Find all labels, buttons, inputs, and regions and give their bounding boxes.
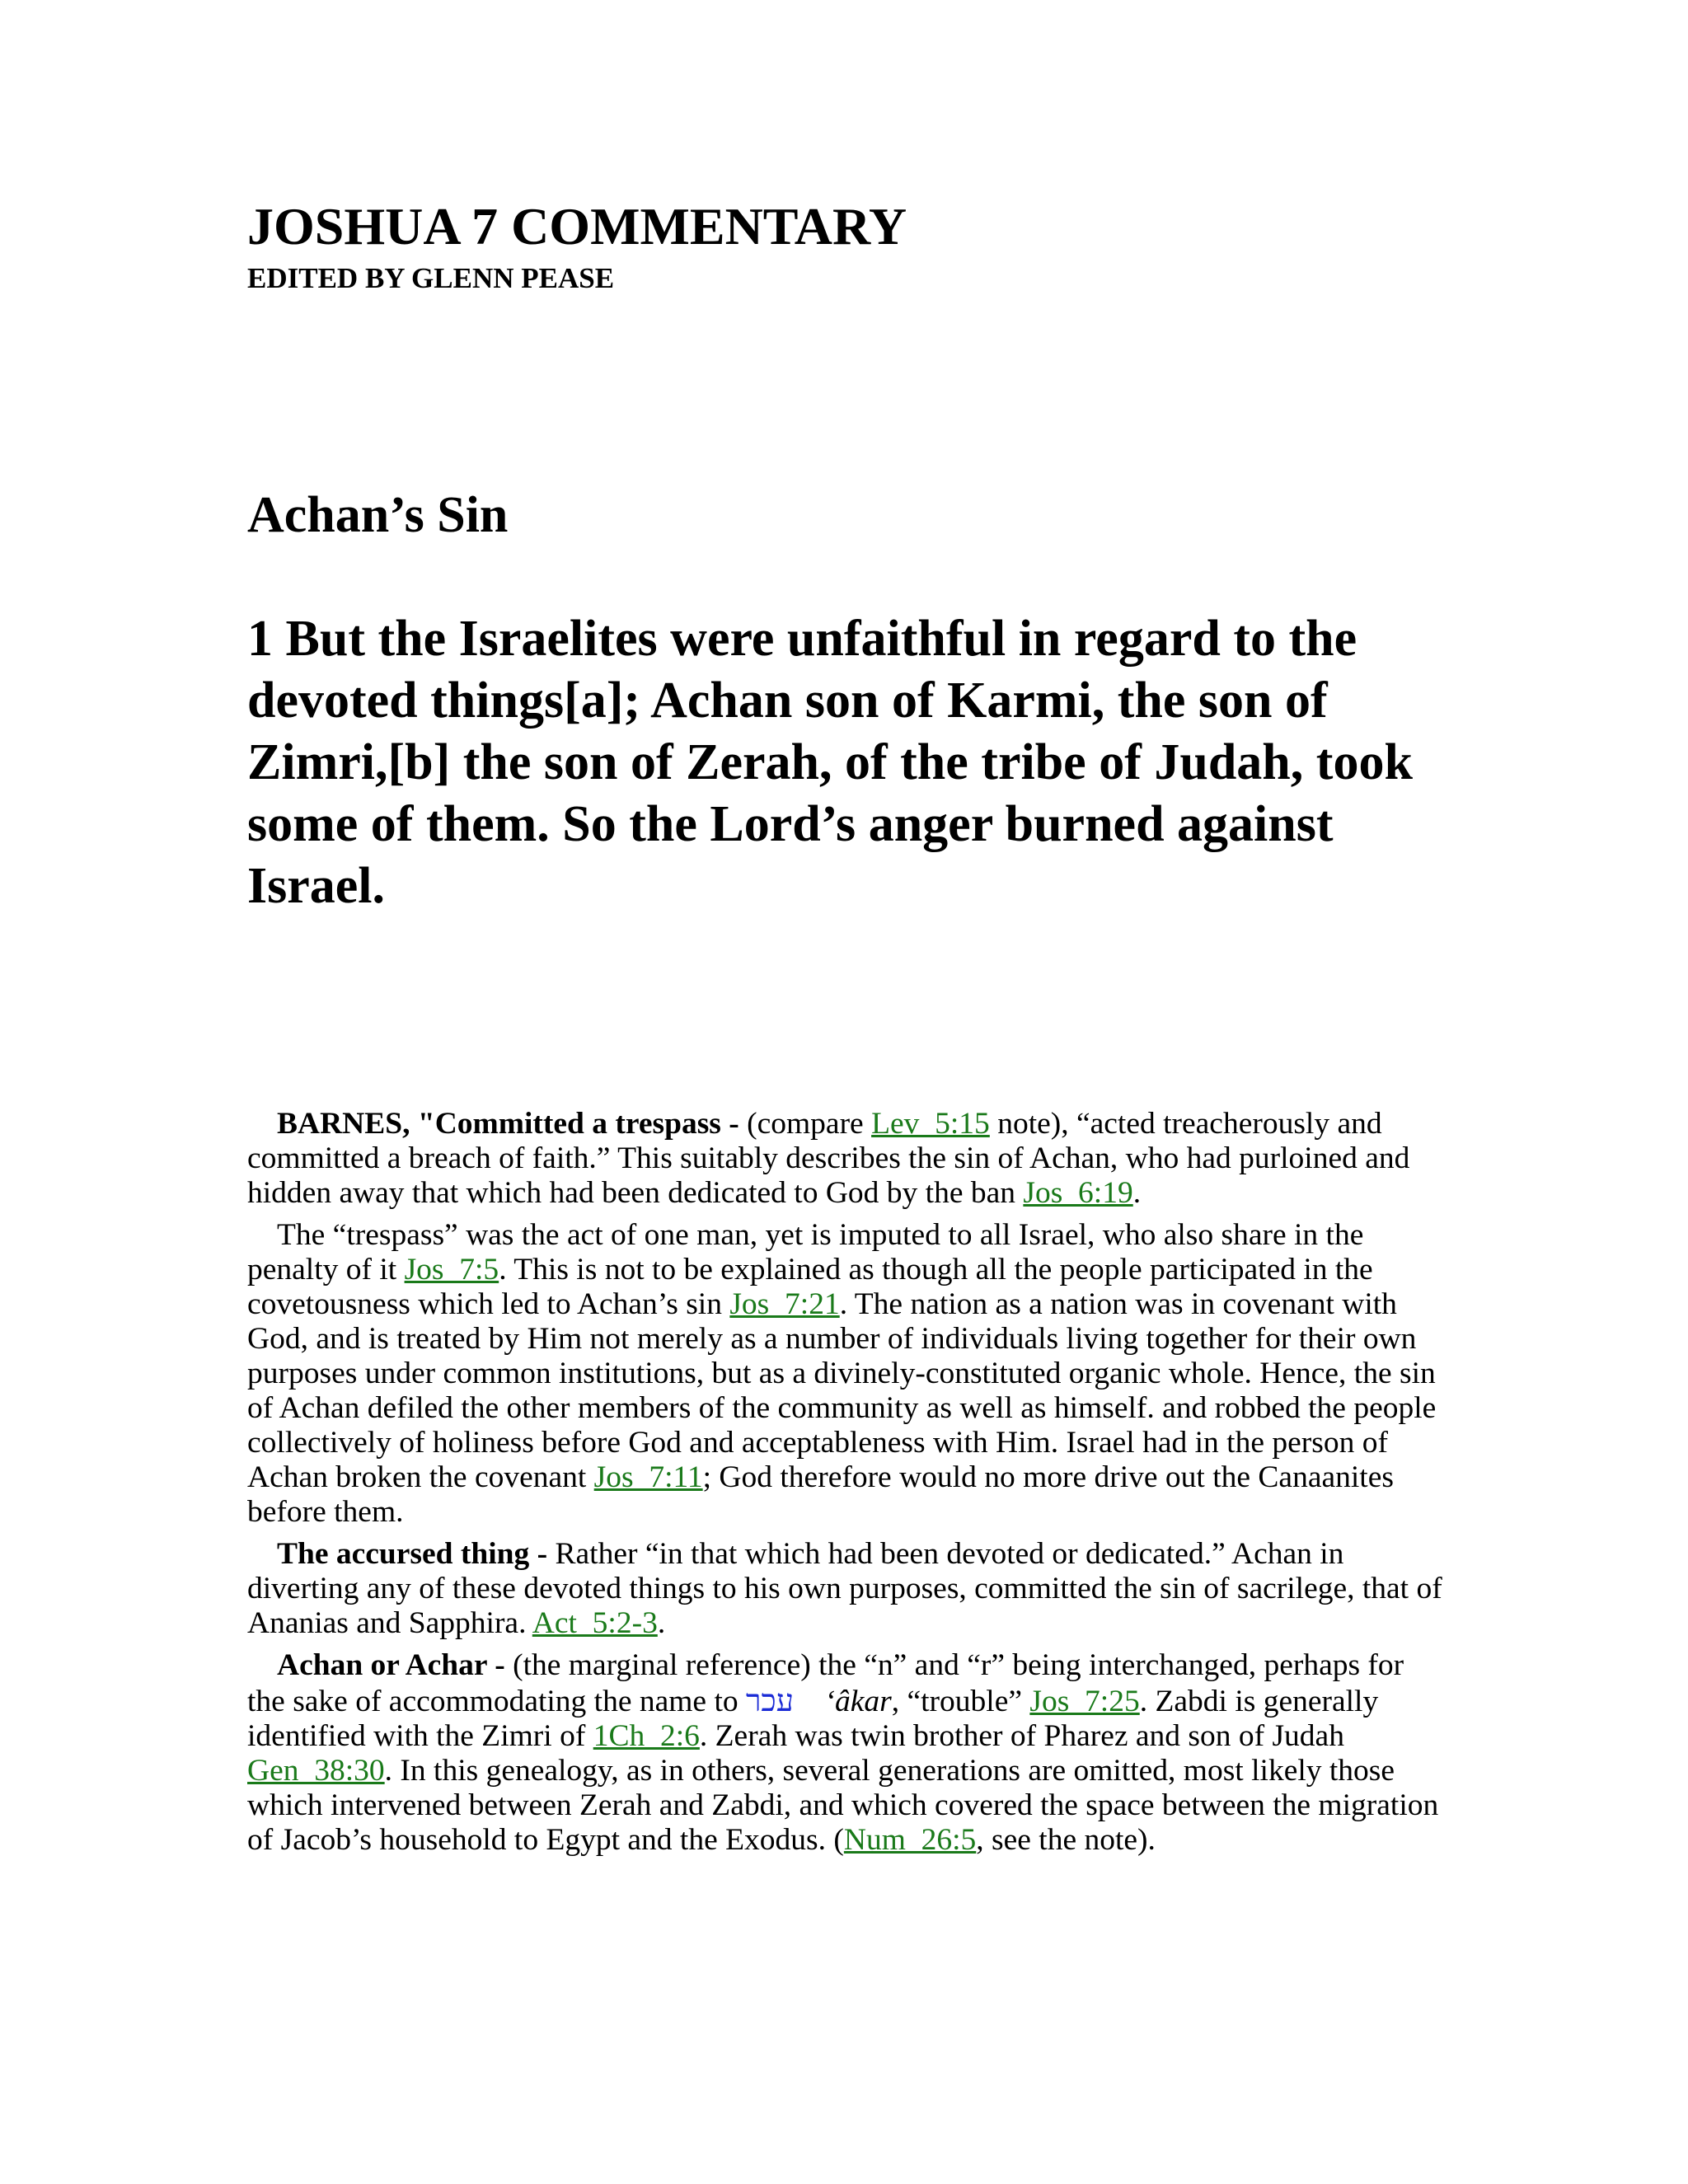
paragraph-text: . Zabdi is generally identified with the Zimri of: [247, 1685, 1379, 1753]
paragraph-text: (compare: [738, 1107, 872, 1141]
paragraph-text: . Zerah was twin brother of Pharez and son of Judah: [699, 1719, 1344, 1753]
scripture-link[interactable]: Act_5:2-3: [532, 1606, 658, 1640]
paragraph-text: note), “acted treacherously and committed a breach of faith.” This suitably describes the sin of Achan, who had purloined and hidden away that which had been dedicated to God by the ban: [247, 1107, 1410, 1210]
scripture-link[interactable]: Lev_5:15: [871, 1107, 990, 1141]
scripture-link[interactable]: Jos_7:25: [1029, 1685, 1140, 1718]
scripture-link[interactable]: Jos_7:11: [593, 1460, 703, 1494]
verse-text: 1 But the Israelites were unfaithful in regard to the devoted things[a]; Achan son of Karmi, the son of Zimri,[b] the son of Zerah, of the tribe of Judah, took some of them. So the Lord’s anger burned against Israel.: [247, 611, 1413, 914]
paragraph-text: , “trouble”: [891, 1685, 1030, 1718]
scripture-link[interactable]: Num_26:5: [843, 1823, 977, 1857]
paragraph-text: . This is not to be explained as though all the people participated in the covetousness which led to Achan’s sin: [247, 1253, 1373, 1321]
page-subtitle: EDITED BY GLENN PEASE: [247, 262, 615, 294]
paragraph-text: , see the note).: [976, 1823, 1156, 1857]
paragraph-text: . In this genealogy, as in others, several generations are omitted, most likely those which intervened between Zerah and Zabdi, and which covered the space between the migration of Jacob’s household to Egypt and the Exodus. (: [247, 1754, 1439, 1857]
paragraph-text: .: [657, 1606, 666, 1640]
paragraph-text: (the marginal reference) the “n” and “r” being interchanged, perhaps for the sake of accommodating the name to: [247, 1648, 1404, 1718]
paragraph-lead: BARNES, "Committed a trespass -: [277, 1107, 739, 1141]
commentary-paragraph-4: [247, 1648, 1442, 1858]
page-title: JOSHUA 7 COMMENTARY: [247, 197, 907, 255]
scripture-link[interactable]: 1Ch_2:6: [593, 1719, 700, 1753]
scripture-link[interactable]: Gen_38:30: [247, 1754, 385, 1788]
transliteration: ʻâkar: [824, 1685, 892, 1718]
commentary-body: [247, 1107, 1442, 1865]
commentary-paragraph-3: [247, 1537, 1442, 1641]
scripture-link[interactable]: Jos_7:5: [404, 1253, 499, 1286]
section-heading: Achan’s Sin: [247, 487, 509, 543]
commentary-paragraph-1: [247, 1107, 1442, 1211]
paragraph-text: Rather “in that which had been devoted or dedicated.” Achan in diverting any of these devoted things to his own purposes, committed the sin of sacrilege, that of Ananias and Sapphira.: [247, 1537, 1442, 1640]
paragraph-text: . The nation as a nation was in covenant with God, and is treated by Him not merely as a number of individuals living together for their own purposes under common institutions, but as a divinely-constituted organic whole. Hence, the sin of Achan defiled the other members of the community as well as himself. and robbed the people collectively of holiness before God and acceptableness with Him. Israel had in the person of Achan broken the covenant: [247, 1287, 1437, 1494]
paragraph-text: .: [1132, 1176, 1142, 1210]
paragraph-text: ; God therefore would no more drive out the Canaanites before them.: [247, 1460, 1394, 1529]
scripture-link[interactable]: Jos_7:21: [729, 1287, 840, 1321]
paragraph-lead: The accursed thing -: [277, 1537, 548, 1571]
hebrew-word: עכר: [746, 1682, 794, 1718]
scripture-link[interactable]: Jos_6:19: [1023, 1176, 1133, 1210]
paragraph-lead: Achan or Achar -: [277, 1648, 505, 1682]
commentary-paragraph-2: [247, 1218, 1442, 1530]
paragraph-text: The “trespass” was the act of one man, yet is imputed to all Israel, who also share in the penalty of it: [247, 1218, 1364, 1286]
